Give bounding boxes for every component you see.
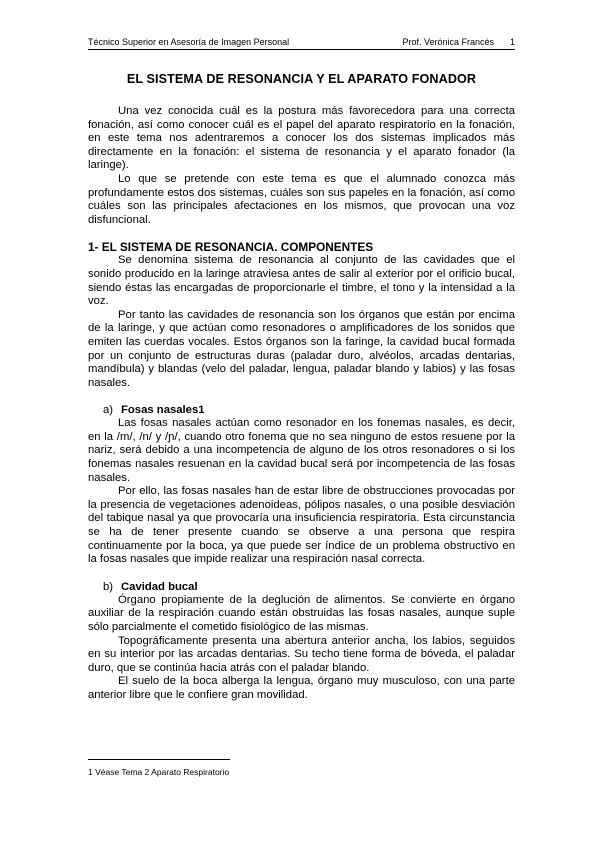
section-paragraph: Por tanto las cavidades de resonancia son los órganos que están por encima de la laringe, y que actúan como resonadores o amplificadores de los sonidos que emiten las cuerdas vocales. Estos órganos son la faringe, la cavidad bucal formada por un conjunto de estructuras duras (paladar duro, alvéolos, arcadas dentarias, mandíbula) y blandas (velo del paladar, lengua, paladar blando y labios) y las fosas nasales. [88, 308, 515, 389]
subsection-paragraph: El suelo de la boca alberga la lengua, órgano muy musculoso, con una parte anterior libre que le confiere gran movilidad. [88, 675, 515, 701]
subsection-paragraph: Topográficamente presenta una abertura anterior ancha, los labios, seguidos en su interior por las arcadas dentarias. Su techo tiene forma de bóveda, el paladar duro, que se continúa hacia atrás con el paladar blando. [88, 634, 515, 674]
subsection-marker: b) [103, 580, 114, 593]
header-course: Técnico Superior en Asesoría de Imagen Personal [88, 37, 290, 47]
subsection-paragraph: Las fosas nasales actúan como resonador en los fonemas nasales, es decir, en la /m/, /n/ y /ɲ/, cuando otro fonema que no sea ninguno de estos resuene por la nariz, será debido a una incompetencia de alguno de los otros resonadores o si los fonemas nasales resuenan en la cavidad bucal será por incompetencia de las fosas nasales. [88, 417, 515, 484]
footnote-divider [88, 759, 230, 760]
subsection-heading-b [88, 580, 515, 594]
subsection-marker: a) [103, 404, 114, 417]
subsection-paragraph: Por ello, las fosas nasales han de estar libre de obstrucciones provocadas por la presencia de vegetaciones adenoideas, pólipos nasales, o una posible desviación del tabique nasal ya que provocaría una insuficiencia respiratoria. Esta circunstancia se ha de tener presente cuando se observe a una persona que respira continuamente por la boca, ya que puede ser índice de un problema obstructivo en la fosas nasales que impide realizar una respiración nasal correcta. [88, 485, 515, 566]
intro-paragraph: Lo que se pretende con este tema es que el alumnado conozca más profundamente estos dos sistemas, cuáles son sus papeles en la fonación, así como cuáles son las principales afectaciones en los mismos, que provocan una voz disfuncional. [88, 172, 515, 226]
intro [88, 105, 515, 227]
header-author: Prof. Verónica Francés [402, 37, 494, 47]
subsection-heading-a [88, 403, 515, 417]
document-page [88, 36, 515, 703]
footnote: 1 Véase Tema 2 Aparato Respiratorio [88, 767, 230, 777]
intro-paragraph: Una vez conocida cuál es la postura más favorecedora para una correcta fonación, así como conocer cuál es el papel del aparato respiratorio en la fonación, en este tema nos adentraremos a conocer los dos sistemas implicados más directamente en la fonación: el sistema de resonancia y el aparato fonador (la laringe). [88, 105, 515, 172]
page-header [88, 36, 515, 50]
header-right [402, 36, 515, 48]
subsection-paragraph: Órgano propiamente de la deglución de alimentos. Se convierte en órgano auxiliar de la respiración cuando están obstruidas las fosas nasales, aunque suple sólo parcialmente el cometido fisiológico de las mismas. [88, 593, 515, 633]
subsection-title: Fosas nasales1 [121, 404, 205, 417]
section-heading: 1- EL SISTEMA DE RESONANCIA. COMPONENTES [88, 240, 374, 255]
subsection-title: Cavidad bucal [121, 580, 198, 593]
document-title: EL SISTEMA DE RESONANCIA Y EL APARATO FONADOR [126, 72, 477, 86]
section-paragraph: Se denomina sistema de resonancia al conjunto de las cavidades que el sonido producido en la laringe atraviesa antes de salir al exterior por el orificio bucal, siendo éstas las encargadas de proporcionarle el timbre, el tono y la intensidad a la voz. [88, 254, 515, 308]
page-number: 1 [509, 37, 515, 47]
